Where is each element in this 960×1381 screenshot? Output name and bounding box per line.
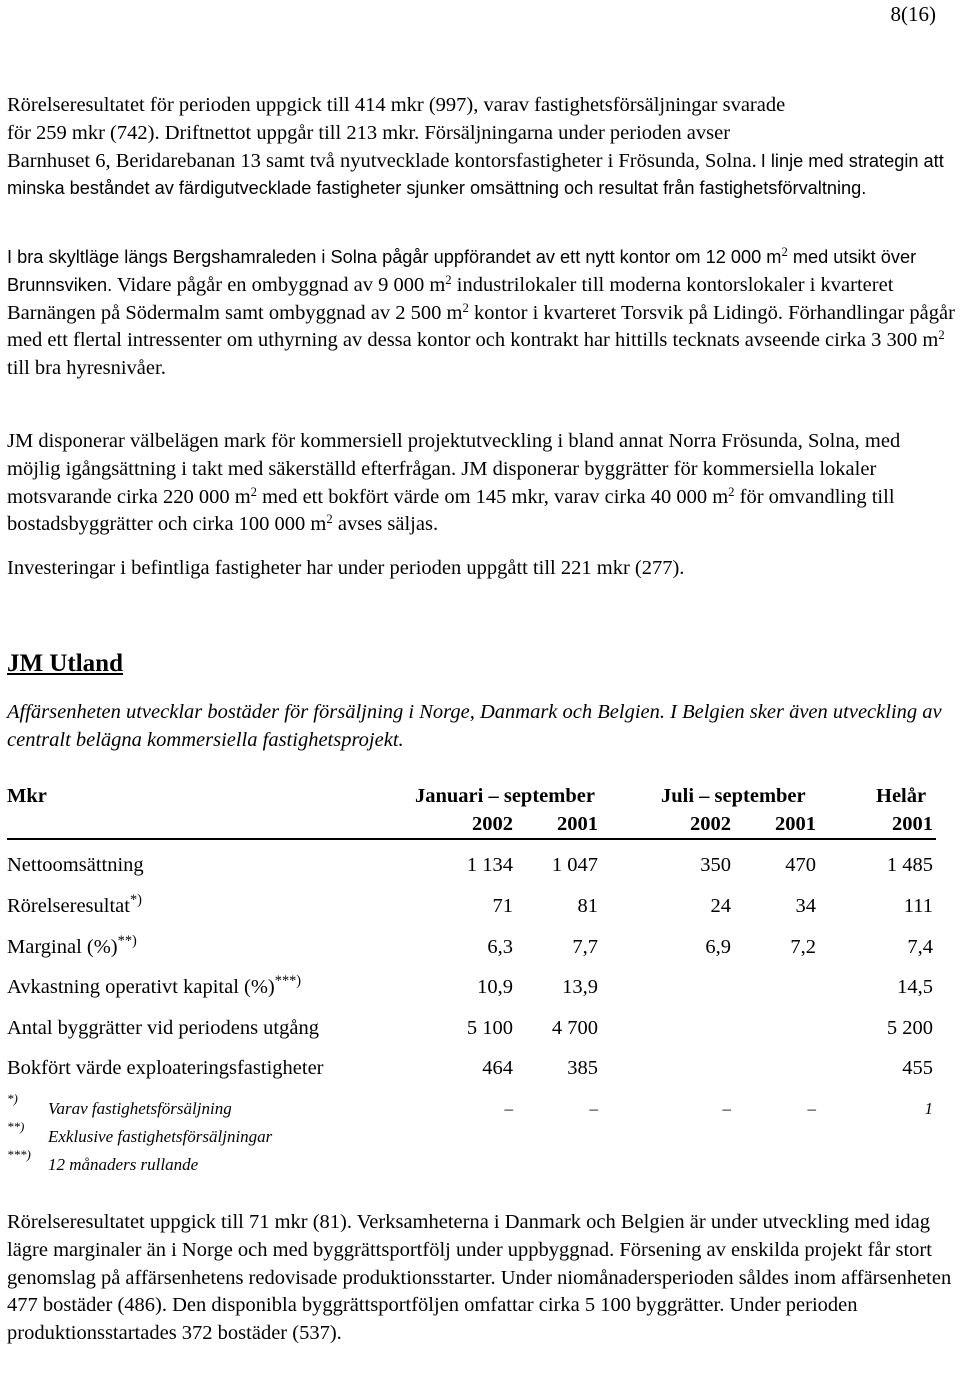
footnote-value: – (589, 1099, 598, 1118)
superscript: 2 (728, 484, 735, 499)
footnote-ref: ***) (274, 973, 302, 990)
group-header-jul-sep: Juli – september (661, 785, 806, 807)
footnote-text: 12 månaders rullande (48, 1155, 199, 1174)
table-cell: 24 (710, 895, 731, 917)
paragraph-line: Rörelseresultatet för perioden uppgick till 414 mkr (997), varav fastighetsförsäljningar svarade (7, 94, 786, 116)
footnote-mark: ***) (7, 1147, 31, 1162)
paragraph-line: för 259 mkr (742). Driftnettot uppgår till 213 mkr. Försäljningarna under perioden avser (7, 121, 731, 144)
text-run: till bra hyresnivåer. (7, 357, 166, 380)
footnote-value: – (722, 1099, 731, 1118)
text-run: JM disponerar välbelägen mark för kommersiell projektutveckling i bland annat Norra Frösunda, Solna, med möjlig igångsättning i takt med säkerställd efterfrågan. JM disponerar byggrätter för kommersiella lokaler motsvarande cirka 220 000 m (7, 430, 901, 508)
footnote-ref: **) (117, 933, 137, 950)
group-header-jan-sep: Januari – september (415, 785, 595, 807)
section-title: JM Utland (7, 650, 123, 677)
paragraph-investments (7, 555, 955, 583)
table-cell: 1 134 (466, 854, 513, 876)
table-cell: 455 (902, 1057, 933, 1079)
row-label-text: Rörelseresultat (7, 895, 130, 917)
table-cell: 7,4 (907, 936, 933, 958)
footnote-value: 1 (924, 1099, 933, 1118)
paragraph-line: Barnhuset 6, Beridarebanan 13 samt två nyutvecklade kontorsfastigheter i Frösunda, Solna. (7, 149, 757, 172)
closing-paragraph: Rörelseresultatet uppgick till 71 mkr (81). Verksamheterna i Danmark och Belgien är under utveckling med idag lägre marginaler än i Norge och med byggrättsportfölj under uppbyggnad. Försening av enskilda projekt får stort genomslag på affärsenhetens redovisade produktionsstarter. Under niomånadersperioden såldes inom affärsenheten 477 bostäder (486). Den disponibla byggrättsportföljen omfattar cirka 5 100 byggrätter. Under perioden produktionsstartades 372 bostäder (537). (7, 1211, 952, 1345)
text-run: I bra skyltläge längs Bergshamraleden i Solna pågår uppförandet av ett nytt kontor om 12 000 m (7, 247, 782, 267)
year-header: 2001 (892, 813, 933, 835)
superscript: 2 (938, 328, 945, 343)
footnote-ref: *) (129, 892, 142, 909)
section-intro: Affärsenheten utvecklar bostäder för försäljning i Norge, Danmark och Belgien. I Belgien sker även utveckling av centralt belägna kommersiella fastighetsprojekt. (7, 701, 942, 751)
table-cell: 111 (903, 895, 933, 917)
footnote-value: – (504, 1099, 513, 1118)
text-run: industrilokaler till moderna kontorslokaler i kvarteret Barnängen på Södermalm samt ombyggnad av 2 500 m (7, 273, 894, 324)
footnote-mark: *) (7, 1091, 18, 1106)
table-cell: 13,9 (562, 976, 598, 998)
table-cell: 5 100 (466, 1017, 513, 1039)
text-run: för omvandling till bostadsbyggrätter och cirka 100 000 m (7, 485, 895, 536)
unit-header: Mkr (7, 785, 47, 807)
superscript: 2 (462, 300, 469, 315)
row-label (7, 973, 302, 999)
table-cell: 1 485 (886, 854, 933, 876)
paragraph-projects (7, 244, 955, 383)
superscript: 2 (250, 484, 258, 499)
year-header: 2001 (775, 813, 816, 835)
row-label (7, 1017, 319, 1040)
table-cell: 1 047 (551, 854, 598, 876)
superscript: 2 (326, 512, 333, 527)
table-cell: 350 (700, 854, 731, 876)
group-header-full-year: Helår (876, 785, 927, 807)
superscript: 2 (781, 245, 788, 260)
table-cell: 7,2 (790, 936, 816, 958)
row-label (7, 933, 137, 959)
table-cell: 34 (795, 895, 816, 917)
table-cell: 5 200 (886, 1017, 933, 1039)
text-run: med ett bokfört värde om 145 mkr, varav cirka 40 000 m (257, 485, 729, 508)
table-cell: 4 700 (551, 1017, 598, 1039)
table-cell: 71 (492, 895, 513, 917)
row-label-text: Avkastning operativt kapital (%) (7, 976, 275, 998)
text-run: Vidare pågår en ombyggnad av 9 000 m (112, 273, 446, 296)
table-cell: 81 (577, 895, 598, 917)
row-label (7, 1057, 324, 1080)
row-label (7, 892, 142, 918)
row-label-text: Marginal (%) (7, 936, 118, 958)
page-number: 8(16) (890, 2, 936, 26)
table-cell: 7,7 (572, 936, 598, 958)
paragraph-line: Investeringar i befintliga fastigheter har under perioden uppgått till 221 mkr (277). (7, 557, 685, 579)
year-header: 2002 (690, 813, 731, 835)
table-cell: 464 (482, 1057, 513, 1079)
header-rule (7, 838, 936, 840)
text-run: kontor i kvarteret Torsvik på Lidingö. Förhandlingar pågår med ett flertal intressenter om uthyrning av dessa kontor och kontrakt har hittills tecknats avseende cirka 3 300 m (7, 301, 955, 352)
superscript: 2 (445, 272, 452, 287)
text-run: med utsikt över Brunnsviken. (7, 247, 917, 295)
row-label-text: Nettoomsättning (7, 854, 144, 876)
paragraph-land (7, 428, 955, 539)
footnote-text: Exklusive fastighetsförsäljningar (48, 1127, 273, 1146)
table-cell: 14,5 (897, 976, 933, 998)
table-cell: 10,9 (477, 976, 513, 998)
row-label-text: Bokfört värde exploateringsfastigheter (7, 1057, 324, 1079)
paragraph-results (7, 92, 955, 203)
footnote-mark: **) (7, 1119, 25, 1134)
table-cell: 6,9 (705, 936, 731, 958)
table-cell: 470 (785, 854, 816, 876)
table-cell: 385 (567, 1057, 598, 1079)
row-label-text: Antal byggrätter vid periodens utgång (7, 1017, 319, 1039)
year-header: 2001 (557, 813, 598, 835)
table-cell: 6,3 (487, 936, 513, 958)
paragraph-strategy: I linje med strategin att minska beståndet av färdigutvecklade fastigheter sjunker omsättning och resultat från fastighetsförvaltning. (7, 150, 944, 199)
footnote-text: Varav fastighetsförsäljning (48, 1099, 232, 1118)
row-label (7, 854, 144, 877)
year-header: 2002 (472, 813, 513, 835)
footnote-value: – (807, 1099, 816, 1118)
text-run: avses säljas. (332, 513, 439, 536)
